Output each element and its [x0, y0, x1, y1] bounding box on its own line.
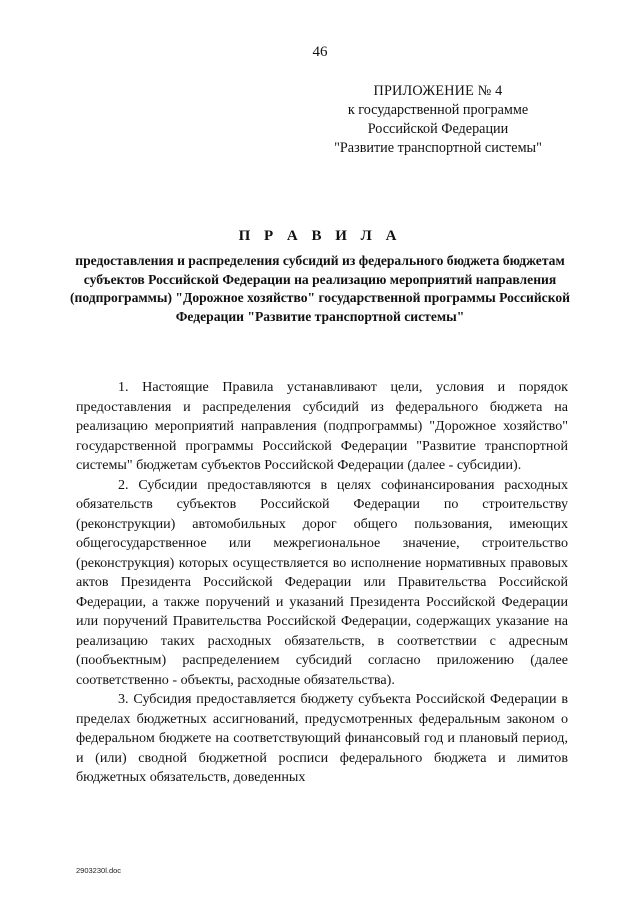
paragraph: 3. Субсидия предоставляется бюджету субъекта Российской Федерации в пределах бюджетных ассигнований, предусмотренных федеральным законом о федеральном бюджете на соответствующий финансовый год и плановый период, и (или) сводной бюджетной росписи федерального бюджета и лимитов бюджетных обязательств, доведенных	[76, 691, 568, 785]
document-subtitle: предоставления и распределения субсидий из федерального бюджета бюджетам субъектов Российской Федерации на реализацию мероприятий направления (подпрограммы) "Дорожное хозяйство" государственной программы Российской Федерации "Развитие транспортной системы"	[70, 253, 570, 324]
paragraph: 1. Настоящие Правила устанавливают цели, условия и порядок предоставления и распределения субсидий из федерального бюджета на реализацию мероприятий направления (подпрограммы) "Дорожное хозяйство" государственной программы Российской Федерации "Развитие транспортной системы" бюджетам субъектов Российской Федерации (далее - субсидии).	[76, 379, 568, 473]
appendix-line: "Развитие транспортной системы"	[334, 140, 542, 156]
document-body	[76, 378, 568, 788]
page-number: 46	[312, 44, 328, 60]
appendix-heading: ПРИЛОЖЕНИЕ № 4	[373, 83, 503, 99]
appendix-line: к государственной программе	[347, 102, 529, 118]
paragraph: 2. Субсидии предоставляются в целях софинансирования расходных обязательств субъектов Российской Федерации по строительству (реконструкции) автомобильных дорог общего пользования, имеющих общегосударственное или межрегиональное значение, строительство (реконструкция) которых осуществляется во исполнение нормативных правовых актов Президента Российской Федерации или Правительства Российской Федерации, а также поручений и указаний Президента Российской Федерации или поручений Правительства Российской Федерации, содержащих указание на реализацию таких расходных обязательств, в соответствии с адресным (пообъектным) распределением субсидий согласно приложению (далее соответственно - объекты, расходные обязательства).	[76, 476, 568, 688]
appendix-header	[318, 82, 558, 158]
file-name-footer: 2903230l.doc	[76, 866, 122, 875]
document-title: П Р А В И Л А	[238, 228, 402, 244]
appendix-line: Российской Федерации	[367, 121, 509, 137]
